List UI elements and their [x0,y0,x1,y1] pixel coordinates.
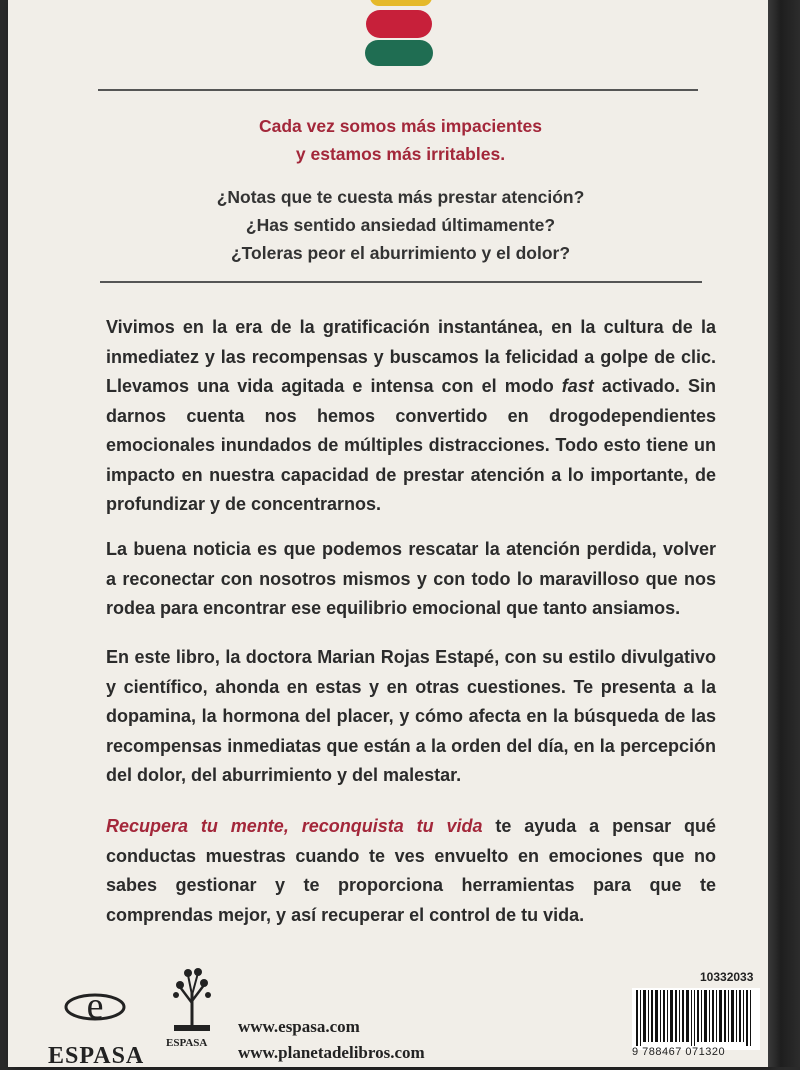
paragraph-1 [106,313,716,520]
barcode-icon [632,988,760,1050]
barcode-number: 9 788467 071320 [632,1046,726,1058]
lead-line-1: Cada vez somos más impacientes [258,116,543,136]
green-stripe [365,40,433,66]
espasa-e-logo-icon [64,985,126,1029]
question-1: ¿Notas que te cuesta más prestar atención? [216,187,585,207]
divider-top [98,89,698,91]
book-back-cover [8,0,768,1067]
red-stripe [366,10,432,38]
paragraph-1-emphasis: fast [561,376,594,396]
paragraph-1-text-b: activado. Sin darnos cuenta nos hemos convertido en drogodependientes emocionales inundados de múltiples distracciones. Todo esto tiene un impacto en nuestra capacidad de prestar atención a lo importante, de profundizar y de concentrarnos. [106,376,716,514]
lead-line-2: y estamos más irritables. [295,144,506,164]
question-2: ¿Has sentido ansiedad últimamente? [245,215,556,235]
tree-logo-icon [168,965,216,1035]
question-3: ¿Toleras peor el aburrimiento y el dolor? [230,243,571,263]
divider-middle [100,281,702,283]
tree-logo-label: ESPASA [166,1037,208,1049]
paragraph-4 [106,812,716,930]
product-code: 10332033 [700,970,754,984]
yellow-stripe [370,0,432,6]
paragraph-2: La buena noticia es que podemos rescatar la atención perdida, volver a reconectar con nosotros mismos y con todo lo maravilloso que nos rodea para encontrar ese equilibrio emocional que tanto ansiamos. [106,539,716,618]
paragraph-3: En este libro, la doctora Marian Rojas Estapé, con su estilo divulgativo y científico, ahonda en estas y en otras cuestiones. Te presenta a la dopamina, la hormona del placer, y cómo afecta en la búsqueda de las recompensas inmediatas que están a la orden del día, en la percepción del dolor, del aburrimiento y del malestar. [106,647,716,785]
url-planeta: www.planetadelibros.com [238,1043,425,1062]
svg-text:e: e [86,985,104,1027]
url-espasa: www.espasa.com [238,1017,360,1036]
paragraph-1-text-a: Vivimos en la era de la gratificación instantánea, en la cultura de la inmediatez y las recompensas y buscamos la felicidad a golpe de clic. Llevamos una vida agitada e intensa con el modo [106,317,716,396]
background-edge [768,0,800,1067]
publisher-name: ESPASA [48,1043,145,1069]
paragraph-4-text: te ayuda a pensar qué conductas muestras cuando te ves envuelto en emociones que no sabes gestionar y te proporciona herramientas para que te comprendas mejor, y así recuperar el control de tu vida. [106,816,716,925]
book-title-mention: Recupera tu mente, reconquista tu vida [106,816,483,836]
